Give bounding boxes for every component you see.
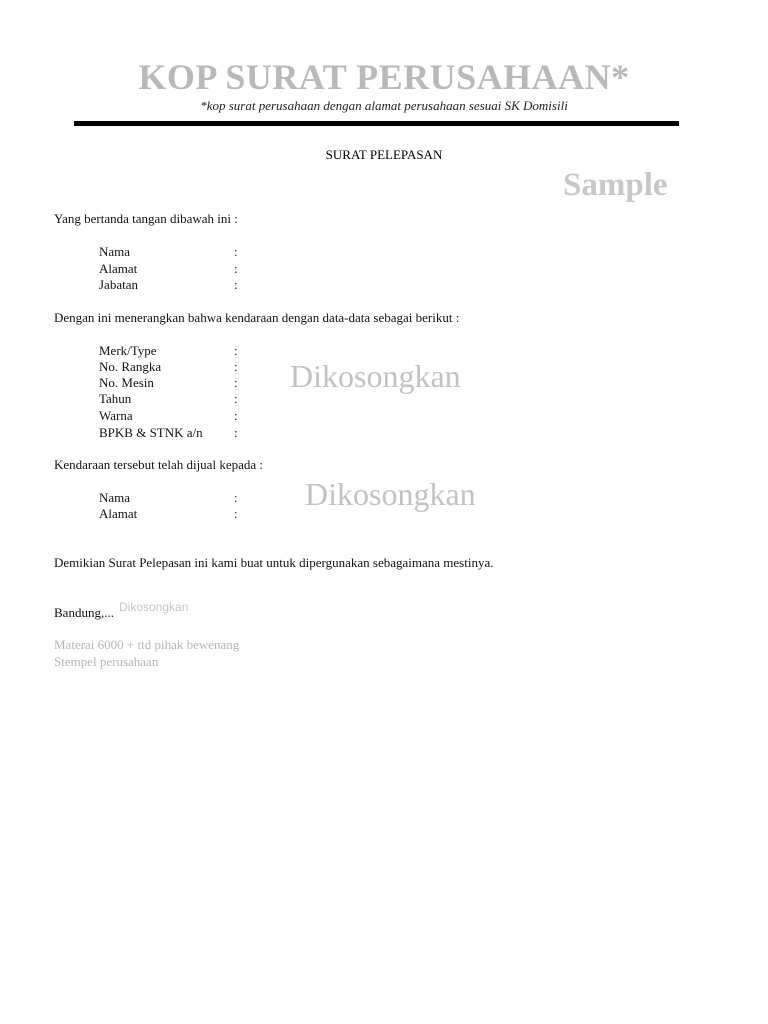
signer-position-colon: :	[234, 277, 238, 292]
signer-name-colon: :	[234, 244, 238, 259]
letterhead-divider	[74, 121, 679, 126]
document-title: SURAT PELEPASAN	[325, 147, 443, 162]
signer-name-label: Nama	[99, 244, 131, 259]
stamp-note-company: Stempel perusahaan	[54, 654, 159, 669]
sample-watermark: Sample	[563, 167, 668, 203]
stamp-note-signature: Materai 6000 + ttd pihak bewenang	[54, 637, 240, 652]
vehicle-color-label: Warna	[99, 408, 133, 423]
buyer-name-colon: :	[234, 490, 238, 505]
buyer-address-label: Alamat	[99, 506, 138, 521]
signer-address-label: Alamat	[99, 261, 138, 276]
buyer-blank-note: Dikosongkan	[305, 476, 476, 512]
vehicle-owner-label: BPKB & STNK a/n	[99, 425, 203, 440]
vehicle-brand-colon: :	[234, 343, 238, 358]
vehicle-year-colon: :	[234, 391, 238, 406]
vehicle-chassis-label: No. Rangka	[99, 359, 162, 374]
date-blank-note: Dikosongkan	[119, 600, 189, 614]
place-date: Bandung,...	[54, 605, 114, 620]
buyer-name-label: Nama	[99, 490, 131, 505]
vehicle-color-colon: :	[234, 408, 238, 423]
signer-address-colon: :	[234, 261, 238, 276]
buyer-address-colon: :	[234, 506, 238, 521]
vehicle-engine-colon: :	[234, 375, 238, 390]
vehicle-blank-note: Dikosongkan	[290, 358, 461, 394]
closing-text: Demikian Surat Pelepasan ini kami buat untuk dipergunakan sebagaimana mestinya.	[54, 555, 494, 570]
vehicle-engine-label: No. Mesin	[99, 375, 154, 390]
vehicle-intro-text: Dengan ini menerangkan bahwa kendaraan dengan data-data sebagai berikut :	[54, 310, 460, 325]
letterhead-subtitle: *kop surat perusahaan dengan alamat perusahaan sesuai SK Domisili	[200, 98, 568, 113]
vehicle-year-label: Tahun	[99, 391, 132, 406]
vehicle-chassis-colon: :	[234, 359, 238, 374]
vehicle-owner-colon: :	[234, 425, 238, 440]
intro-text: Yang bertanda tangan dibawah ini :	[54, 211, 238, 226]
letterhead-title: KOP SURAT PERUSAHAAN*	[138, 57, 630, 97]
vehicle-brand-label: Merk/Type	[99, 343, 157, 358]
buyer-intro-text: Kendaraan tersebut telah dijual kepada :	[54, 457, 263, 472]
signer-position-label: Jabatan	[99, 277, 138, 292]
